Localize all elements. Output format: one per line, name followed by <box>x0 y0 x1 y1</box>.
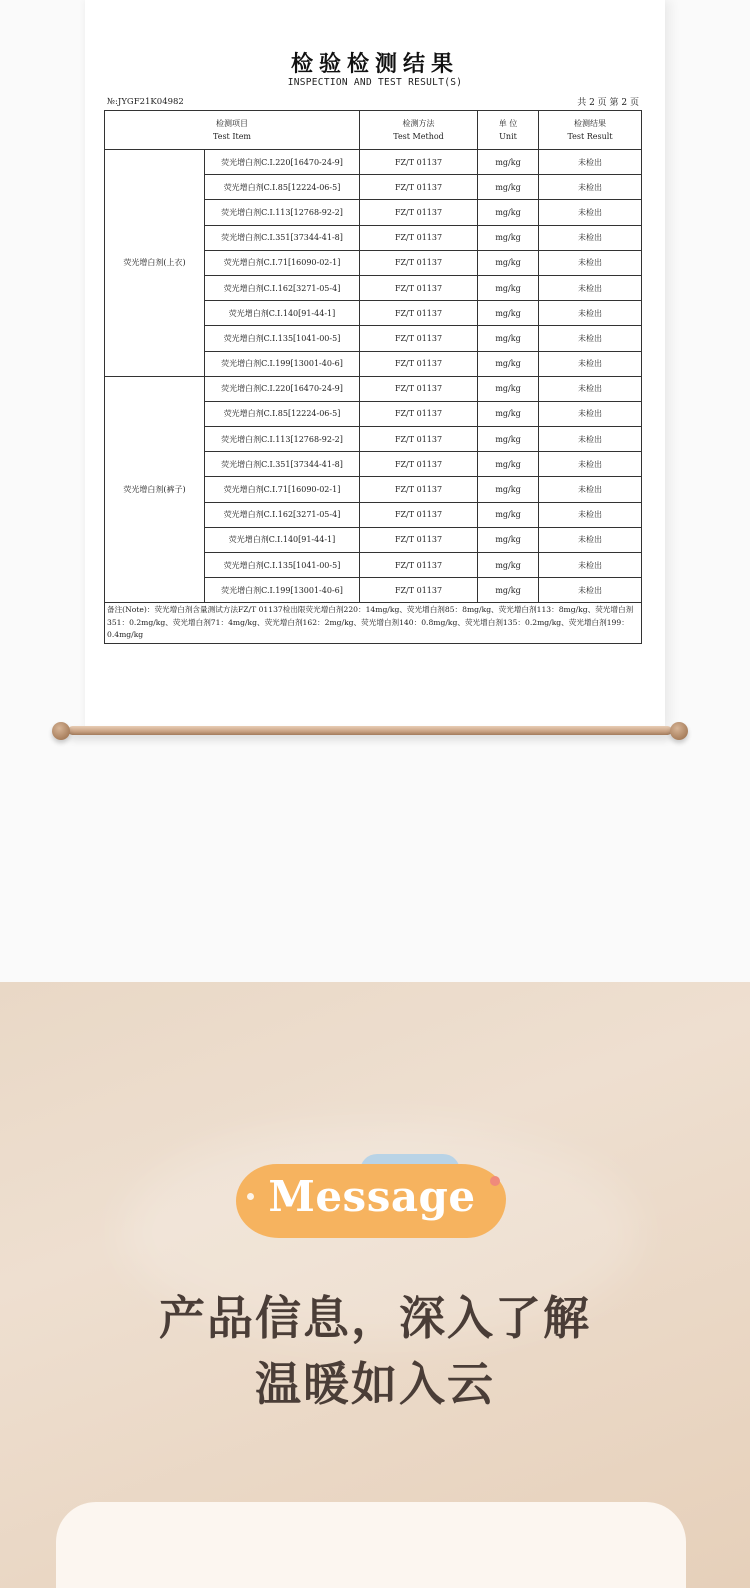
test-method-cell: FZ/T 01137 <box>360 175 478 200</box>
unit-cell: mg/kg <box>478 175 539 200</box>
group-label: 荧光增白剂(裤子) <box>105 376 205 603</box>
test-result-cell: 未检出 <box>539 553 642 578</box>
test-item-cell: 荧光增白剂C.I.351[37344-41-8] <box>205 452 360 477</box>
test-item-cell: 荧光增白剂C.I.220[16470-24-9] <box>205 150 360 175</box>
test-item-cell: 荧光增白剂C.I.113[12768-92-2] <box>205 200 360 225</box>
test-method-cell: FZ/T 01137 <box>360 527 478 552</box>
test-method-cell: FZ/T 01137 <box>360 275 478 300</box>
table-row <box>105 376 642 401</box>
group-label: 荧光增白剂(上衣) <box>105 150 205 377</box>
test-method-cell: FZ/T 01137 <box>360 150 478 175</box>
unit-cell: mg/kg <box>478 427 539 452</box>
report-subtitle: INSPECTION AND TEST RESULT(S) <box>287 77 463 88</box>
unit-cell: mg/kg <box>478 527 539 552</box>
unit-cell: mg/kg <box>478 150 539 175</box>
content-card <box>56 1502 686 1588</box>
test-result-cell: 未检出 <box>539 376 642 401</box>
test-result-table <box>104 110 642 644</box>
header-test-method: 检测方法 Test Method <box>360 111 478 150</box>
table-row <box>105 150 642 175</box>
test-method-cell: FZ/T 01137 <box>360 452 478 477</box>
test-result-cell: 未检出 <box>539 452 642 477</box>
badge-label: Message <box>268 1172 476 1221</box>
test-method-cell: FZ/T 01137 <box>360 250 478 275</box>
scroll-rod-right-knob <box>670 722 688 740</box>
test-method-cell: FZ/T 01137 <box>360 401 478 426</box>
test-result-cell: 未检出 <box>539 200 642 225</box>
test-result-cell: 未检出 <box>539 275 642 300</box>
test-item-cell: 荧光增白剂C.I.140[91-44-1] <box>205 527 360 552</box>
test-item-cell: 荧光增白剂C.I.113[12768-92-2] <box>205 427 360 452</box>
unit-cell: mg/kg <box>478 553 539 578</box>
report-number: №:JYGF21K04982 <box>107 97 184 107</box>
unit-cell: mg/kg <box>478 477 539 502</box>
test-item-cell: 荧光增白剂C.I.199[13001-40-6] <box>205 578 360 603</box>
message-badge <box>236 1152 508 1238</box>
test-result-cell: 未检出 <box>539 527 642 552</box>
header-test-result: 检测结果 Test Result <box>539 111 642 150</box>
test-result-cell: 未检出 <box>539 326 642 351</box>
unit-cell: mg/kg <box>478 200 539 225</box>
unit-cell: mg/kg <box>478 351 539 376</box>
report-title: 检验检测结果 <box>290 52 459 77</box>
test-result-cell: 未检出 <box>539 351 642 376</box>
test-item-cell: 荧光增白剂C.I.199[13001-40-6] <box>205 351 360 376</box>
scroll-rod <box>56 722 684 738</box>
test-item-cell: 荧光增白剂C.I.162[3271-05-4] <box>205 275 360 300</box>
unit-cell: mg/kg <box>478 250 539 275</box>
report-note: 备注(Note)：荧光增白剂含量测试方法FZ/T 01137检出限荧光增白剂220：14mg/kg、荧光增白剂85：8mg/kg、荧光增白剂113：8mg/kg、荧光增白剂351：0.2mg/kg、荧光增白剂71：4mg/kg、荧光增白剂162：2mg/kg、荧光增白剂140：0.8mg/kg、荧光增白剂135：0.2mg/kg、荧光增白剂199：0.4mg/kg <box>105 603 642 644</box>
test-method-cell: FZ/T 01137 <box>360 225 478 250</box>
header-test-item: 检测项目 Test Item <box>105 111 360 150</box>
test-method-cell: FZ/T 01137 <box>360 553 478 578</box>
test-method-cell: FZ/T 01137 <box>360 301 478 326</box>
unit-cell: mg/kg <box>478 376 539 401</box>
test-method-cell: FZ/T 01137 <box>360 200 478 225</box>
test-method-cell: FZ/T 01137 <box>360 578 478 603</box>
test-method-cell: FZ/T 01137 <box>360 376 478 401</box>
report-page-indicator: 共 2 页 第 2 页 <box>577 98 639 108</box>
test-method-cell: FZ/T 01137 <box>360 477 478 502</box>
table-body <box>105 150 642 603</box>
product-info-section <box>0 982 750 1588</box>
table-header-row <box>105 111 642 150</box>
scroll-rod-bar <box>68 726 672 735</box>
unit-cell: mg/kg <box>478 225 539 250</box>
unit-cell: mg/kg <box>478 578 539 603</box>
test-item-cell: 荧光增白剂C.I.140[91-44-1] <box>205 301 360 326</box>
unit-cell: mg/kg <box>478 326 539 351</box>
test-method-cell: FZ/T 01137 <box>360 351 478 376</box>
test-method-cell: FZ/T 01137 <box>360 502 478 527</box>
test-item-cell: 荧光增白剂C.I.220[16470-24-9] <box>205 376 360 401</box>
unit-cell: mg/kg <box>478 275 539 300</box>
inspection-report-sheet <box>85 0 665 728</box>
test-result-cell: 未检出 <box>539 301 642 326</box>
test-result-cell: 未检出 <box>539 427 642 452</box>
test-item-cell: 荧光增白剂C.I.71[16090-02-1] <box>205 477 360 502</box>
test-result-cell: 未检出 <box>539 150 642 175</box>
unit-cell: mg/kg <box>478 301 539 326</box>
scroll-rod-left-knob <box>52 722 70 740</box>
test-method-cell: FZ/T 01137 <box>360 326 478 351</box>
test-item-cell: 荧光增白剂C.I.162[3271-05-4] <box>205 502 360 527</box>
test-item-cell: 荧光增白剂C.I.85[12224-06-5] <box>205 175 360 200</box>
test-item-cell: 荧光增白剂C.I.135[1041-00-5] <box>205 553 360 578</box>
test-method-cell: FZ/T 01137 <box>360 427 478 452</box>
test-result-cell: 未检出 <box>539 401 642 426</box>
table-note-row <box>105 603 642 644</box>
test-result-cell: 未检出 <box>539 477 642 502</box>
test-item-cell: 荧光增白剂C.I.135[1041-00-5] <box>205 326 360 351</box>
test-result-cell: 未检出 <box>539 225 642 250</box>
header-unit: 单 位 Unit <box>478 111 539 150</box>
headline-line-2: 温暖如入云 <box>255 1357 495 1411</box>
test-item-cell: 荧光增白剂C.I.351[37344-41-8] <box>205 225 360 250</box>
test-result-cell: 未检出 <box>539 578 642 603</box>
unit-cell: mg/kg <box>478 502 539 527</box>
test-item-cell: 荧光增白剂C.I.71[16090-02-1] <box>205 250 360 275</box>
unit-cell: mg/kg <box>478 401 539 426</box>
headline-line-1: 产品信息，深入了解 <box>159 1291 591 1345</box>
test-item-cell: 荧光增白剂C.I.85[12224-06-5] <box>205 401 360 426</box>
test-result-cell: 未检出 <box>539 250 642 275</box>
test-result-cell: 未检出 <box>539 175 642 200</box>
test-result-cell: 未检出 <box>539 502 642 527</box>
unit-cell: mg/kg <box>478 452 539 477</box>
